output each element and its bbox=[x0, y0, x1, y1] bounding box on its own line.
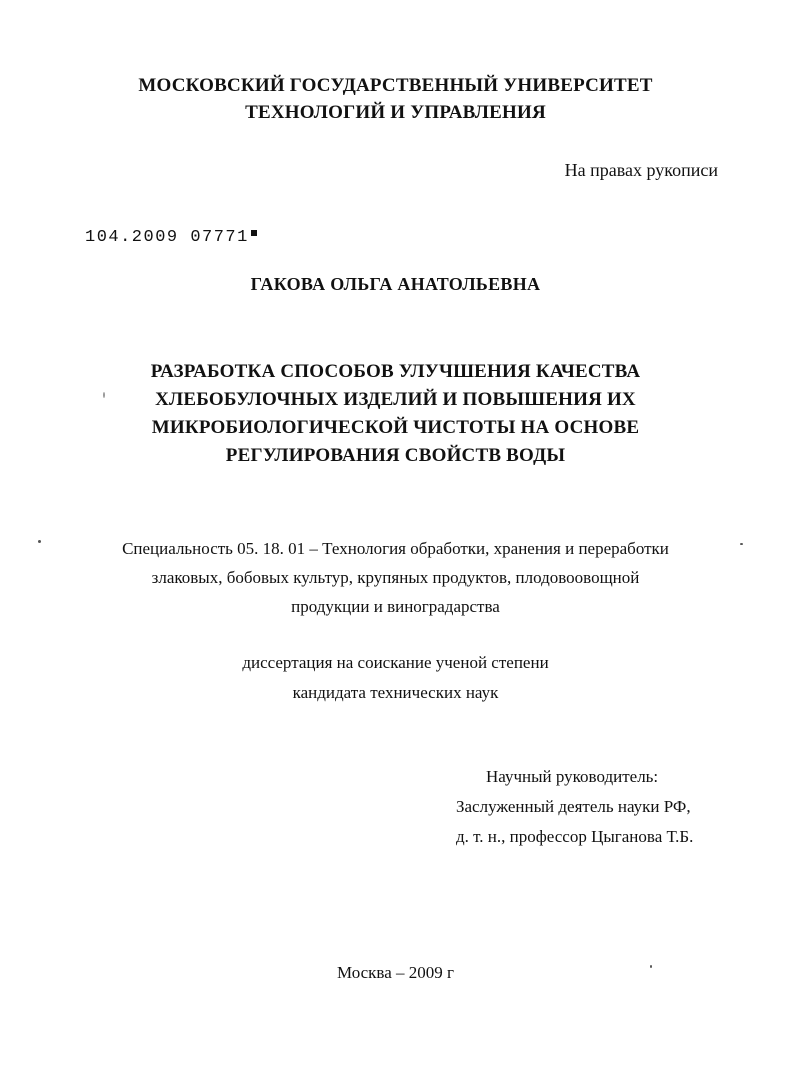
specialty bbox=[0, 534, 791, 621]
specialty-line-3: продукции и виноградарства bbox=[291, 597, 500, 616]
thesis-title-line-3: МИКРОБИОЛОГИЧЕСКОЙ ЧИСТОТЫ НА ОСНОВЕ bbox=[151, 417, 640, 438]
scan-speck bbox=[740, 543, 743, 545]
city-year: Москва – 2009 г bbox=[337, 963, 454, 982]
degree-statement bbox=[0, 648, 791, 708]
specialty-line-1: Специальность 05. 18. 01 – Технология обработки, хранения и переработки bbox=[122, 539, 669, 558]
degree-line-2: кандидата технических наук bbox=[292, 683, 499, 702]
thesis-title bbox=[0, 358, 791, 470]
scan-speck bbox=[103, 392, 105, 398]
supervisor-title: Заслуженный деятель науки РФ, bbox=[456, 797, 691, 816]
author-name: ГАКОВА ОЛЬГА АНАТОЛЬЕВНА bbox=[250, 274, 541, 294]
library-code-text: 104.2009 07771 bbox=[85, 228, 249, 247]
scan-speck bbox=[38, 540, 41, 543]
stamp-mark-icon bbox=[251, 230, 257, 236]
degree-line-1: диссертация на соискание ученой степени bbox=[242, 653, 549, 672]
thesis-title-line-4: РЕГУЛИРОВАНИЯ СВОЙСТВ ВОДЫ bbox=[225, 445, 566, 466]
thesis-title-line-1: РАЗРАБОТКА СПОСОБОВ УЛУЧШЕНИЯ КАЧЕСТВА bbox=[150, 361, 641, 382]
supervisor-name: д. т. н., профессор Цыганова Т.Б. bbox=[456, 827, 694, 846]
scan-speck bbox=[650, 965, 652, 968]
supervisor-label: Научный руководитель: bbox=[486, 767, 659, 786]
supervisor-block bbox=[456, 762, 693, 852]
library-code bbox=[85, 228, 257, 247]
specialty-line-2: злаковых, бобовых культур, крупяных продуктов, плодовоовощной bbox=[151, 568, 640, 587]
university-line-2: ТЕХНОЛОГИЙ И УПРАВЛЕНИЯ bbox=[245, 102, 546, 123]
university-line-1: МОСКОВСКИЙ ГОСУДАРСТВЕННЫЙ УНИВЕРСИТЕТ bbox=[138, 75, 653, 96]
thesis-title-line-2: ХЛЕБОБУЛОЧНЫХ ИЗДЕЛИЙ И ПОВЫШЕНИЯ ИХ bbox=[155, 389, 636, 410]
university-name bbox=[0, 72, 791, 126]
rights-note: На правах рукописи bbox=[564, 160, 718, 180]
